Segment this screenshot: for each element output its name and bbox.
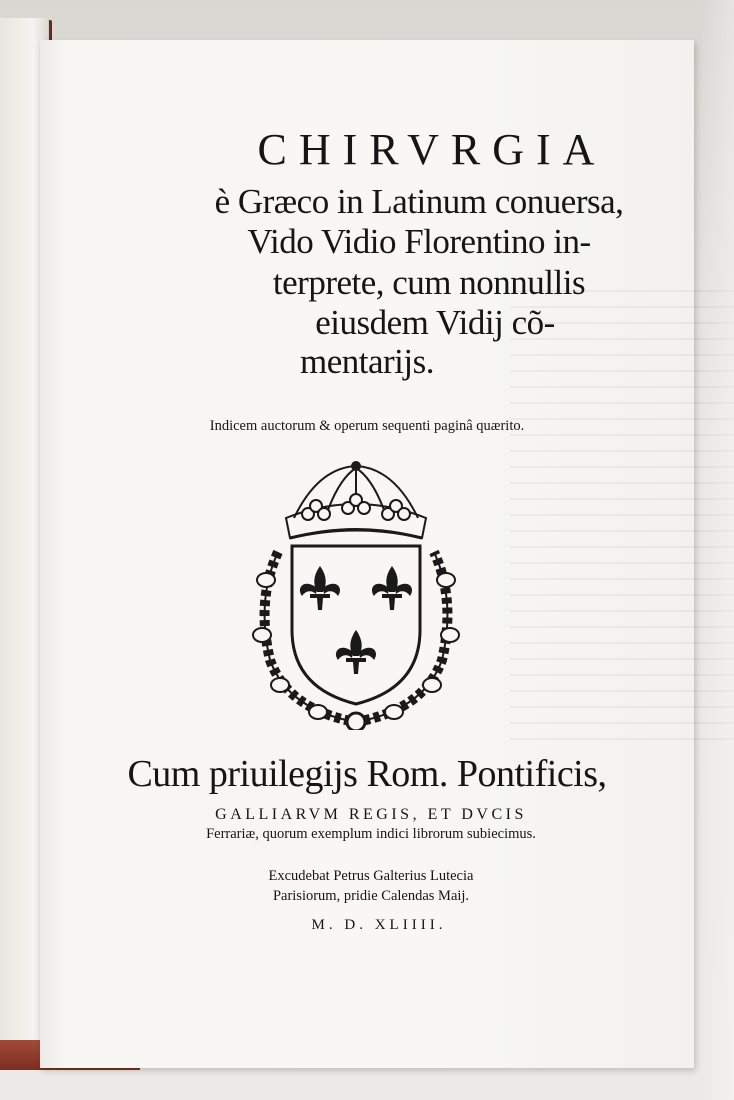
title-line-3: terprete, cum nonnullis [272,263,586,302]
title-line-4: eiusdem Vidij cõ- [315,303,555,342]
publication-date: M. D. XLIIII. [311,917,447,933]
ferrara-line: Ferrariæ, quorum exemplum indici librorum subiecimus. [206,826,536,842]
imprint-line-2: Parisiorum, pridie Calendas Maij. [272,888,470,904]
title-line-2: Vido Vidio Florentino in- [247,222,591,261]
privilege-line: Cum priuilegijs Rom. Pontificis, [127,753,607,795]
index-note: Indicem auctorum & operum sequenti paginâ quærito. [209,418,525,434]
book-title: CHIRVRGIA [257,125,607,174]
title-line-1: è Græco in Latinum conuersa, [214,182,624,221]
imprint-line-1: Excudebat Petrus Galterius Lutecia [268,868,474,884]
title-line-5: mentarijs. [300,342,434,381]
authorities-line: GALLIARVM REGIS, ET DVCIS [215,806,527,823]
royal-arms-of-france-icon [248,460,464,730]
light-reflection [700,0,734,1100]
